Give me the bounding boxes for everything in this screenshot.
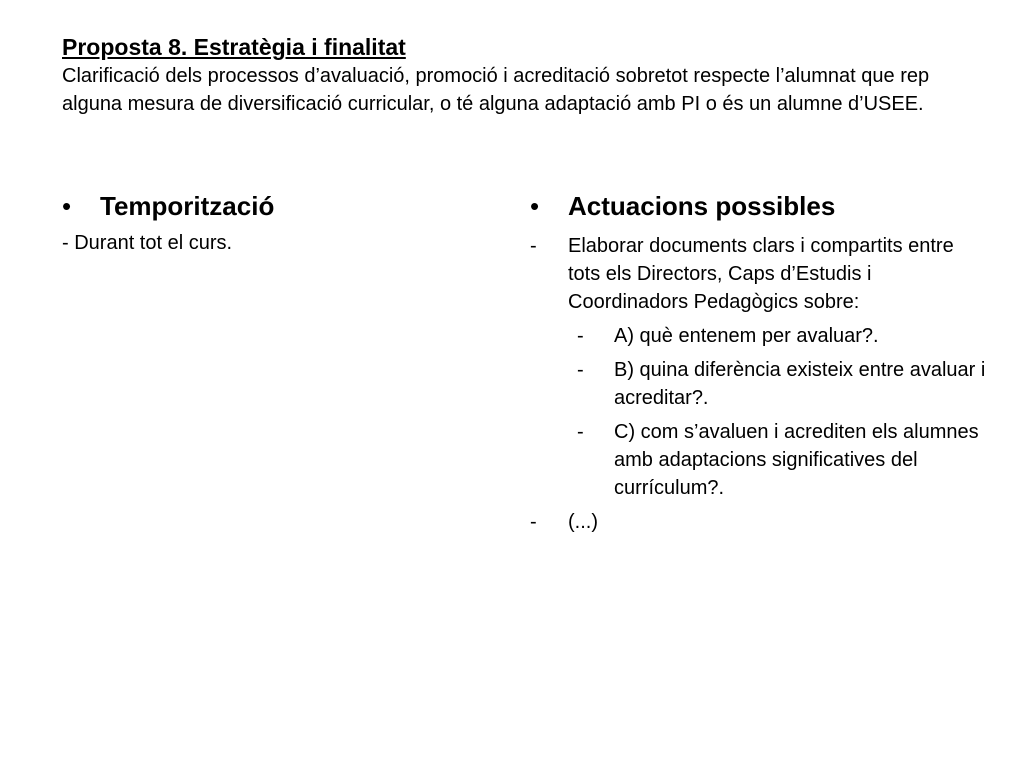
list-item-text: Elaborar documents clars i compartits entre tots els Directors, Caps d’Estudis i Coordinadors Pedagògics sobre:: [568, 235, 954, 313]
dash-marker: -: [577, 325, 584, 347]
slide-title: Proposta 8. Estratègia i finalitat: [62, 34, 406, 60]
sub-list-item-text: B) quina diferència existeix entre avaluar i acreditar?.: [614, 359, 986, 409]
dash-marker: -: [530, 235, 537, 257]
left-heading-text: Temporització: [100, 191, 275, 221]
right-column: [530, 188, 990, 536]
list-item-text: (...): [568, 511, 598, 533]
sub-list-item-text: C) com s’avaluen i acrediten els alumnes amb adaptacions significatives del currículum?.: [614, 421, 979, 499]
sub-list: [530, 322, 990, 502]
sub-list-item-text: A) què entenem per avaluar?.: [614, 325, 879, 347]
right-heading: [530, 188, 990, 224]
list-item: [530, 232, 990, 316]
bullet-icon: •: [530, 191, 540, 221]
slide-subtitle: Clarificació dels processos d’avaluació, promoció i acreditació sobretot respecte l’alumnat que rep alguna mesura de diversificació curricular, o té alguna adaptació amb PI o és un alumne d’USEE.: [62, 65, 930, 115]
dash-marker: -: [530, 511, 537, 533]
sub-list-item: [577, 418, 990, 502]
dash-marker: -: [577, 421, 584, 443]
sub-list-item: [577, 322, 990, 350]
list-item: [530, 508, 990, 536]
title-block: [62, 32, 962, 118]
sub-list-item: [577, 356, 990, 412]
left-column: [62, 188, 482, 257]
bullet-icon: •: [62, 191, 72, 221]
actions-list: [530, 232, 990, 536]
right-heading-text: Actuacions possibles: [568, 191, 836, 221]
dash-marker: -: [577, 359, 584, 381]
left-heading: [62, 188, 482, 224]
left-body-text: - Durant tot el curs.: [62, 232, 233, 254]
